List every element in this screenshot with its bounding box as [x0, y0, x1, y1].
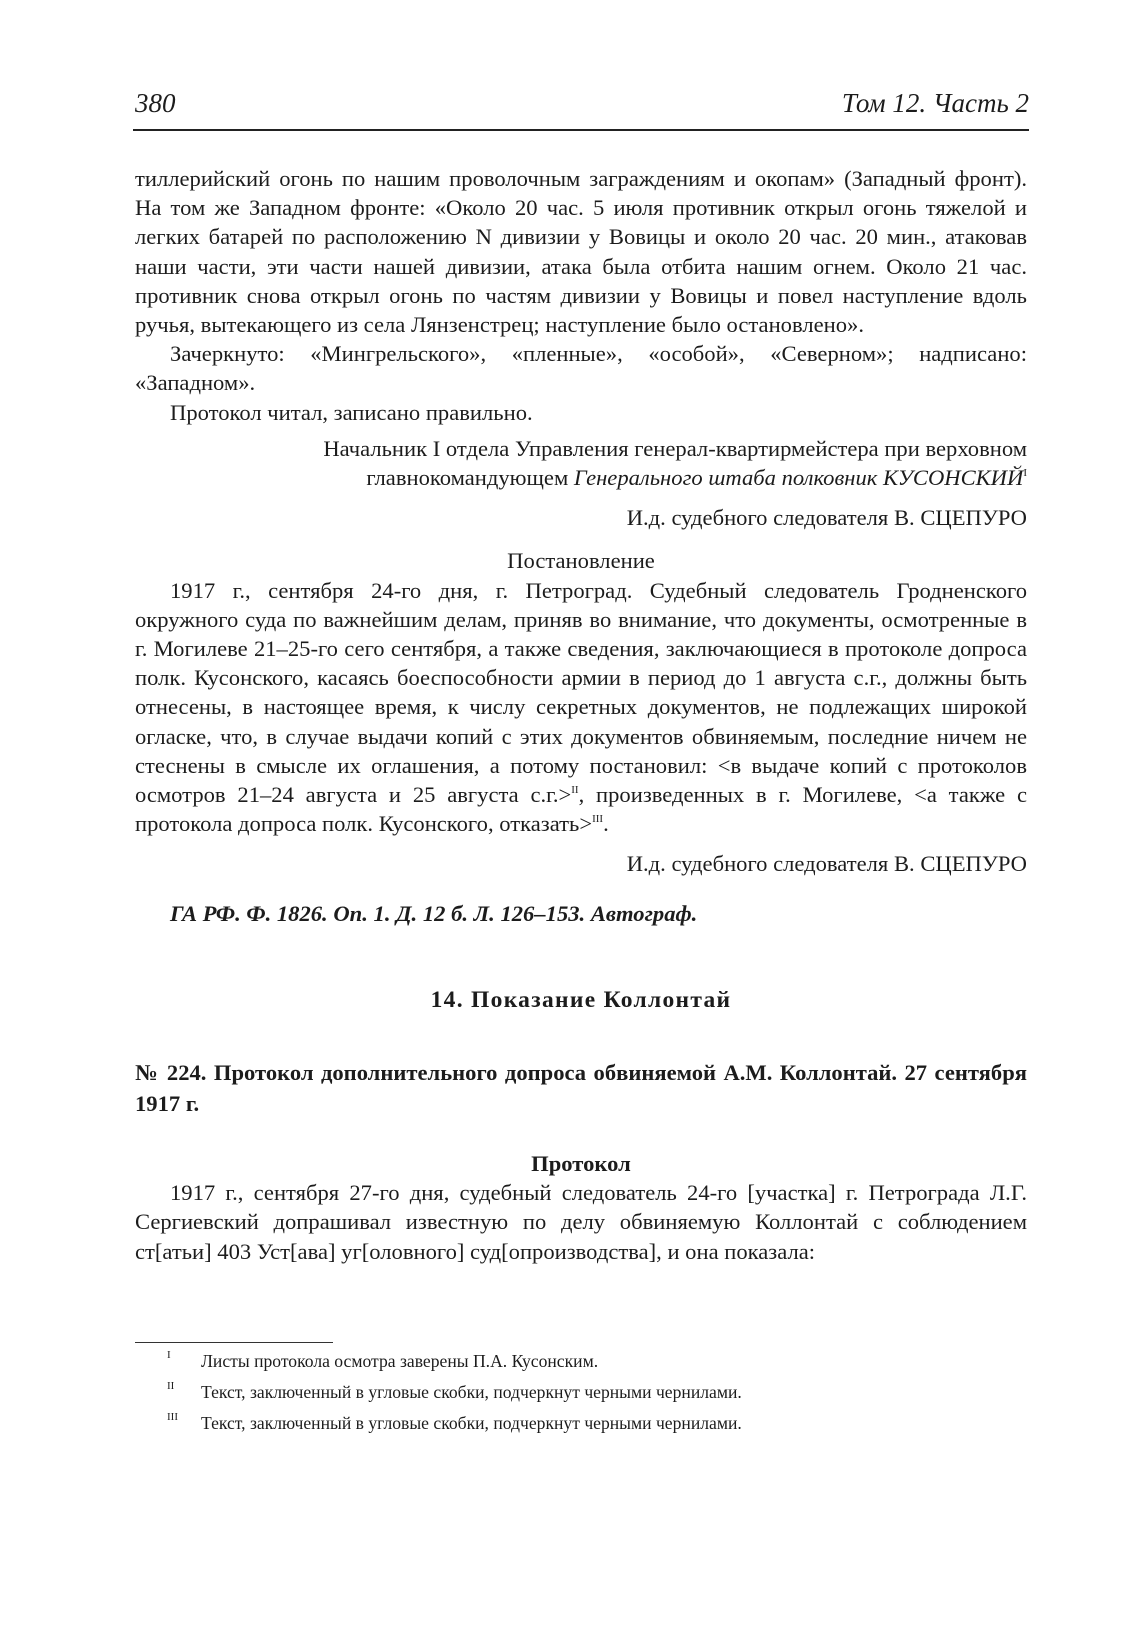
page-number: 380 [135, 88, 176, 118]
footnote-mark: III [167, 1411, 178, 1423]
signature-kusonsky-position: главнокомандующем [366, 465, 574, 491]
resolution-text [135, 576, 1027, 839]
protocol-text: 1917 г., сентября 27-го дня, судебный следователь 24-го [участка] г. Петрограда Л.Г. Сергиевский допрашивал известную по делу обвиняемую Коллонтай с соблюдением ст[атьи] 403 Уст[ава] уг[оловного] суд[опроизводства], и она показала: [135, 1180, 1027, 1264]
footnote-ref-1: I [1023, 467, 1027, 480]
footnote-mark: II [167, 1380, 175, 1392]
resolution-text-main: 1917 г., сентября 24-го дня, г. Петроград. Судебный следователь Гродненского окружного суда по важнейшим делам, приняв во внимание, что документы, осмотренные в г. Могилеве 21–25-го сего сентября, а также сведения, заключающиеся в протоколе допроса полк. Кусонского, касаясь боеспособности армии в период до 1 августа с.г., должны быть отнесены, в настоящее время, к числу секретных документов, не подлежащих широкой огласке, что, в случае выдачи копий с этих документов обвиняемым, последние ничем не стеснены в смысле их оглашения, а потому постановил: <в выдаче копий с протоколов осмотров 21–24 августа и 25 августа с.г.> [135, 577, 1027, 808]
signature-kusonsky-line1: Начальник I отдела Управления генерал-квартирмейстера при верховном [323, 435, 1027, 461]
signature-kusonsky-name: Генерального штаба полковник КУСОНСКИЙ [573, 465, 1024, 491]
main-text [135, 164, 1027, 1266]
signature-kusonsky [135, 434, 1027, 492]
resolution-text-end: . [603, 811, 609, 837]
footnote-ref-2: II [571, 784, 579, 797]
footnotes [135, 1350, 1027, 1443]
footnote-text: Текст, заключенный в угловые скобки, подчеркнут черными чернилами. [201, 1382, 742, 1402]
running-header: Том 12. Часть 2 [841, 88, 1029, 118]
signature-stsepuro-2: И.д. судебного следователя В. СЦЕПУРО [626, 851, 1027, 877]
signature-stsepuro-1: И.д. судебного следователя В. СЦЕПУРО [626, 505, 1027, 531]
paragraph-continuation: тиллерийский огонь по нашим проволочным заграждениям и окопам» (Западный фронт). На том же Западном фронте: «Около 20 час. 5 июля противник открыл огонь тяжелой и легких батарей по расположению N дивизии у Вовицы и около 20 час. 20 мин., атаковав наши части, эти части нашей дивизии, атака была отбита нашим огнем. Около 21 час. противник снова открыл огонь по частям дивизии у Вовицы и повел наступление вдоль ручья, вытекающего из села Лянзенстрец; наступление было остановлено». [135, 166, 1027, 338]
footnote-text: Листы протокола осмотра заверены П.А. Кусонским. [201, 1351, 599, 1371]
archive-source: ГА РФ. Ф. 1826. Оп. 1. Д. 12 б. Л. 126–153. Автограф. [170, 900, 698, 926]
footnote [135, 1350, 1027, 1372]
resolution-heading: Постановление [507, 548, 655, 574]
resolution-text-mid: , произведенных в г. Могилеве, <а также с протокола допроса полк. Кусонского, отказать> [135, 782, 1027, 837]
header-rule [133, 129, 1029, 131]
document-title: № 224. Протокол дополнительного допроса обвиняемой А.М. Коллонтай. 27 сентября 1917 г. [135, 1060, 1027, 1117]
paragraph-corrections: Зачеркнуто: «Мингрельского», «пленные», «особой», «Северном»; надписано: «Западном». [135, 341, 1027, 396]
chapter-heading: 14. Показание Коллонтай [430, 986, 732, 1013]
protocol-heading: Протокол [531, 1151, 631, 1177]
paragraph-read-note: Протокол читал, записано правильно. [170, 399, 533, 425]
footnote-mark: I [167, 1349, 171, 1361]
footnote-ref-3: III [592, 813, 604, 826]
footnote [135, 1412, 1027, 1434]
footnote [135, 1381, 1027, 1403]
footnote-text: Текст, заключенный в угловые скобки, подчеркнут черными чернилами. [201, 1413, 742, 1433]
signature-kusonsky-line2 [135, 463, 1027, 492]
footnote-rule [135, 1342, 333, 1343]
